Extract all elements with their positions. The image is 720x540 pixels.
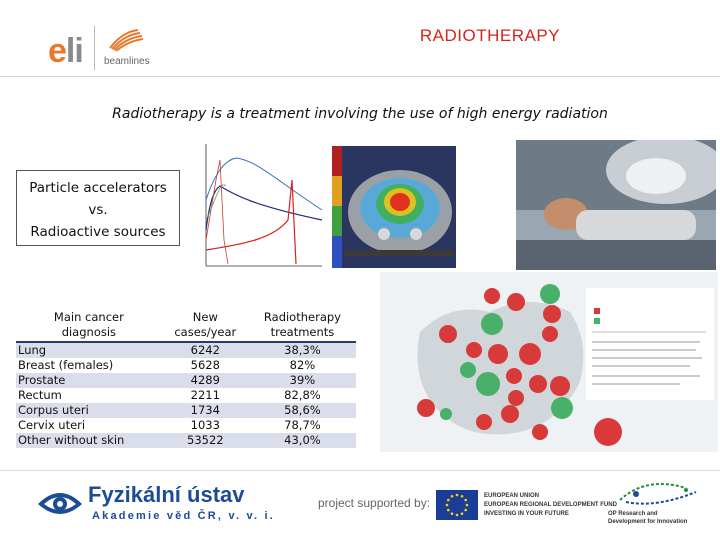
- eu-text: EUROPEAN UNION EUROPEAN REGIONAL DEVELOPMENT FUND INVESTING IN YOUR FUTURE: [484, 493, 617, 517]
- logo-divider: [94, 26, 95, 70]
- institute-logo: [36, 480, 306, 526]
- row-diagnosis: Other without skin: [16, 433, 162, 448]
- row-cases: 4289: [162, 373, 249, 388]
- row-treatments: 58,6%: [249, 403, 356, 418]
- institute-subtitle: Akademie věd ČR, v. v. i.: [92, 510, 275, 522]
- table-header-row: [16, 310, 356, 342]
- row-diagnosis: Lung: [16, 342, 162, 358]
- depth-dose-graph: [186, 140, 326, 276]
- table-row: [16, 403, 356, 418]
- row-cases: 6242: [162, 342, 249, 358]
- row-diagnosis: Prostate: [16, 373, 162, 388]
- particle-box-line1: Particle accelerators: [29, 180, 167, 196]
- row-treatments: 82,8%: [249, 388, 356, 403]
- row-diagnosis: Rectum: [16, 388, 162, 403]
- row-cases: 53522: [162, 433, 249, 448]
- beamlines-mark-icon: [108, 28, 144, 52]
- cancer-diagnosis-table: [16, 310, 356, 448]
- particle-box-line3: Radioactive sources: [30, 224, 166, 240]
- eu-logo: [436, 490, 617, 530]
- op-rdi-text: OP Research and Development for Innovation: [608, 511, 688, 525]
- supported-by-label: project supported by:: [318, 496, 431, 510]
- header-diagnosis: Main cancer diagnosis: [16, 310, 162, 342]
- table-row: [16, 388, 356, 403]
- institute-name: Fyzikální ústav: [88, 482, 245, 507]
- row-cases: 1033: [162, 418, 249, 433]
- eli-logo-wordmark: eli: [48, 32, 83, 70]
- ct-dose-distribution-image: [332, 146, 456, 268]
- institute-eye-icon: [36, 484, 84, 522]
- header-divider: [0, 76, 720, 77]
- table-row: [16, 342, 356, 358]
- row-diagnosis: Breast (females): [16, 358, 162, 373]
- op-rdi-mark-icon: [606, 478, 716, 510]
- table-row: [16, 358, 356, 373]
- subtitle: Radiotherapy is a treatment involving the use of high energy radiation: [112, 106, 608, 122]
- row-treatments: 78,7%: [249, 418, 356, 433]
- table-row: [16, 418, 356, 433]
- europe-cancer-map-image: [380, 272, 718, 452]
- table-row: [16, 373, 356, 388]
- row-diagnosis: Cervix uteri: [16, 418, 162, 433]
- footer-divider: [0, 470, 720, 471]
- row-treatments: 39%: [249, 373, 356, 388]
- radiotherapy-treatment-photo: [516, 140, 716, 270]
- table-row: [16, 433, 356, 448]
- eu-flag-icon: [436, 490, 478, 520]
- page-title: RADIOTHERAPY: [419, 26, 560, 45]
- row-treatments: 38,3%: [249, 342, 356, 358]
- particle-vs-radioactive-box: [16, 170, 180, 246]
- row-cases: 2211: [162, 388, 249, 403]
- header-radiotherapy: Radiotherapy treatments: [249, 310, 356, 342]
- header-new-cases: New cases/year: [162, 310, 249, 342]
- particle-box-line2: vs.: [88, 202, 108, 218]
- row-treatments: 43,0%: [249, 433, 356, 448]
- row-cases: 1734: [162, 403, 249, 418]
- row-cases: 5628: [162, 358, 249, 373]
- logo-subtitle: beamlines: [104, 56, 150, 67]
- row-treatments: 82%: [249, 358, 356, 373]
- op-rdi-logo: [606, 478, 716, 534]
- row-diagnosis: Corpus uteri: [16, 403, 162, 418]
- eli-beamlines-logo: [48, 24, 178, 74]
